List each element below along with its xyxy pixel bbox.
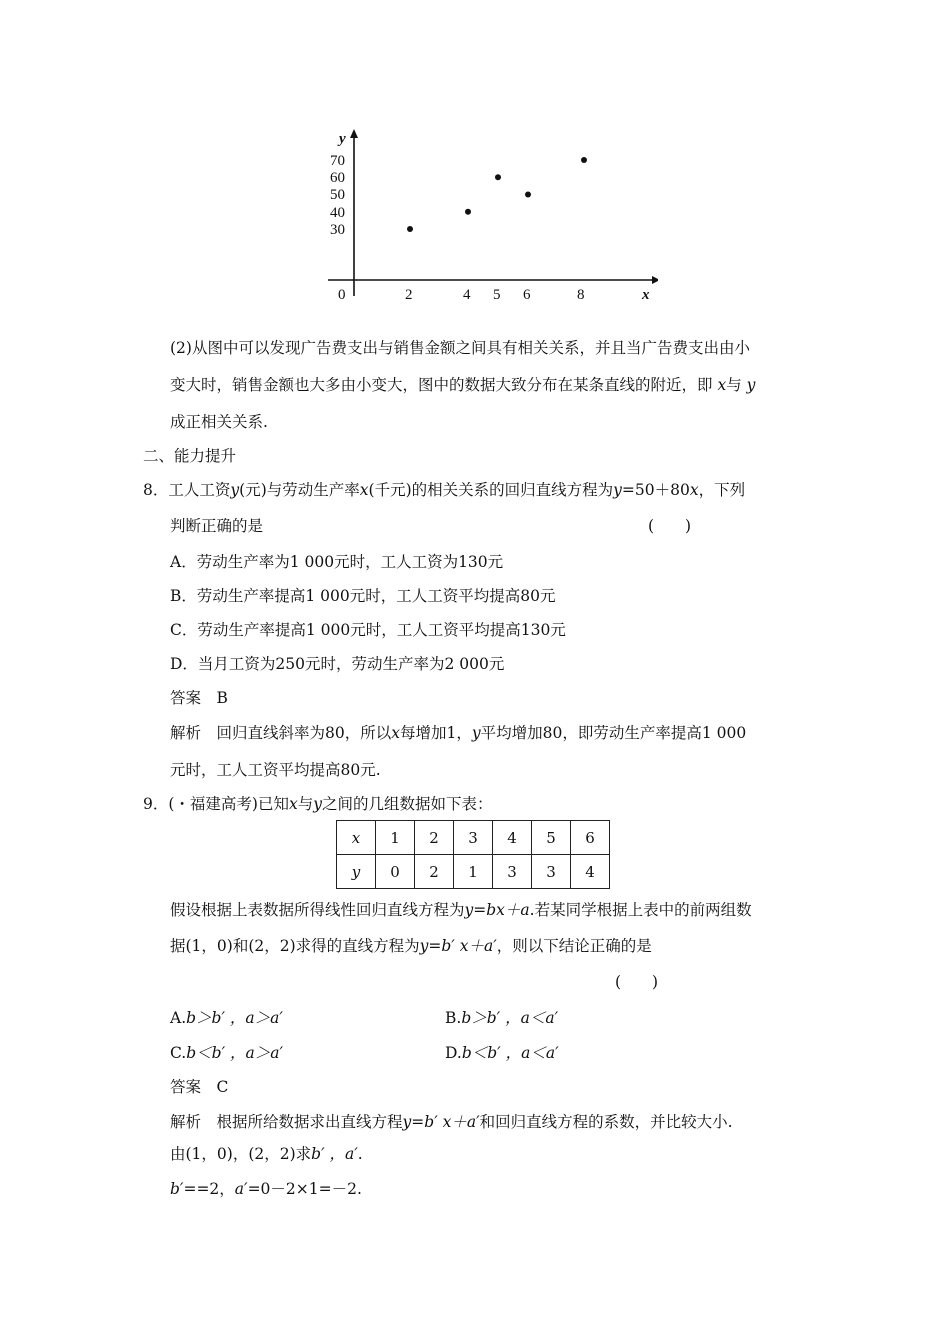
y-axis-label: y	[339, 131, 346, 147]
table-cell: 4	[493, 821, 532, 855]
table-cell: 6	[571, 821, 610, 855]
q8-option-b: B．劳动生产率提高1 000元时，工人工资平均提高80元	[170, 587, 556, 605]
y-tick-label: 70	[330, 153, 345, 169]
x-axis-label: x	[642, 287, 650, 303]
table-cell: 5	[532, 821, 571, 855]
q8-option-d: D．当月工资为250元时，劳动生产率为2 000元	[170, 655, 505, 673]
table-cell: 2	[415, 821, 454, 855]
x-tick-label: 5	[493, 287, 501, 303]
table-cell: 2	[415, 855, 454, 889]
q8-answer-blank: ( )	[648, 517, 692, 535]
part2-line2: 变大时，销售金额也大多由小变大，图中的数据大致分布在某条直线的附近，即 x与 y	[170, 376, 756, 394]
x-tick-label: 8	[577, 287, 585, 303]
table-cell: 3	[532, 855, 571, 889]
table-row	[337, 855, 610, 889]
data-point	[525, 192, 531, 198]
q9-analysis-line2: 由(1，0)，(2，2)求b′ ，a′.	[170, 1145, 363, 1163]
y-tick-label: 60	[330, 170, 345, 186]
y-tick-label: 30	[330, 222, 345, 238]
y-tick-label: 40	[330, 205, 345, 221]
origin-label: 0	[338, 287, 346, 303]
q9-answer: 答案 C	[170, 1078, 229, 1096]
data-point	[581, 157, 587, 163]
table-row	[337, 821, 610, 855]
q9-analysis-line1: 解析 根据所给数据求出直线方程y=b′ x＋a′和回归直线方程的系数，并比较大小.	[170, 1113, 733, 1131]
q9-stem: 9．(・福建高考)已知x与y之间的几组数据如下表：	[143, 795, 493, 813]
data-table	[336, 820, 610, 889]
q9-option-b: B.b＞b′ ，a＜a′	[445, 1009, 559, 1027]
q8-option-a: A．劳动生产率为1 000元时，工人工资为130元	[170, 553, 504, 571]
q8-analysis-line2: 元时，工人工资平均提高80元.	[170, 761, 381, 779]
q9-analysis-line3: b′==2，a′=0－2×1=－2.	[170, 1180, 362, 1198]
y-axis-arrow	[350, 129, 358, 138]
table-cell: x	[337, 821, 376, 855]
table-cell: 4	[571, 855, 610, 889]
q9-answer-blank: ( )	[615, 973, 659, 991]
table-cell: 1	[376, 821, 415, 855]
table-cell: y	[337, 855, 376, 889]
x-axis-arrow	[652, 276, 658, 284]
q9-text-line1: 假设根据上表数据所得线性回归直线方程为y=bx＋a.若某同学根据上表中的前两组数	[170, 901, 752, 919]
q9-option-c: C.b＜b′ ，a＞a′	[170, 1044, 284, 1062]
data-point	[407, 226, 413, 232]
data-point	[495, 174, 501, 180]
table-cell: 3	[454, 821, 493, 855]
section-heading: 二、能力提升	[143, 447, 237, 465]
q8-option-c: C．劳动生产率提高1 000元时，工人工资平均提高130元	[170, 621, 566, 639]
q9-text-line2: 据(1，0)和(2，2)求得的直线方程为y=b′ x＋a′，则以下结论正确的是	[170, 937, 652, 955]
table-cell: 0	[376, 855, 415, 889]
q9-option-a: A.b＞b′ ，a＞a′	[170, 1009, 283, 1027]
table-cell: 3	[493, 855, 532, 889]
x-tick-label: 4	[463, 287, 471, 303]
q9-option-d: D.b＜b′ ，a＜a′	[445, 1044, 559, 1062]
q8-stem-line1: 8．工人工资y(元)与劳动生产率x(千元)的相关关系的回归直线方程为y=50＋80x，下列	[143, 481, 746, 499]
y-tick-label: 50	[330, 187, 345, 203]
q8-answer: 答案 B	[170, 689, 228, 707]
q8-analysis-line1: 解析 回归直线斜率为80，所以x每增加1，y平均增加80，即劳动生产率提高1 000	[170, 724, 747, 742]
part2-line3: 成正相关关系.	[170, 413, 268, 431]
data-point	[465, 209, 471, 215]
part2-line1: (2)从图中可以发现广告费支出与销售金额之间具有相关关系，并且当广告费支出由小	[170, 339, 750, 357]
x-tick-label: 6	[523, 287, 531, 303]
x-tick-label: 2	[405, 287, 413, 303]
q8-stem-line2: 判断正确的是	[170, 517, 264, 535]
table-cell: 1	[454, 855, 493, 889]
scatter-plot	[318, 126, 658, 304]
